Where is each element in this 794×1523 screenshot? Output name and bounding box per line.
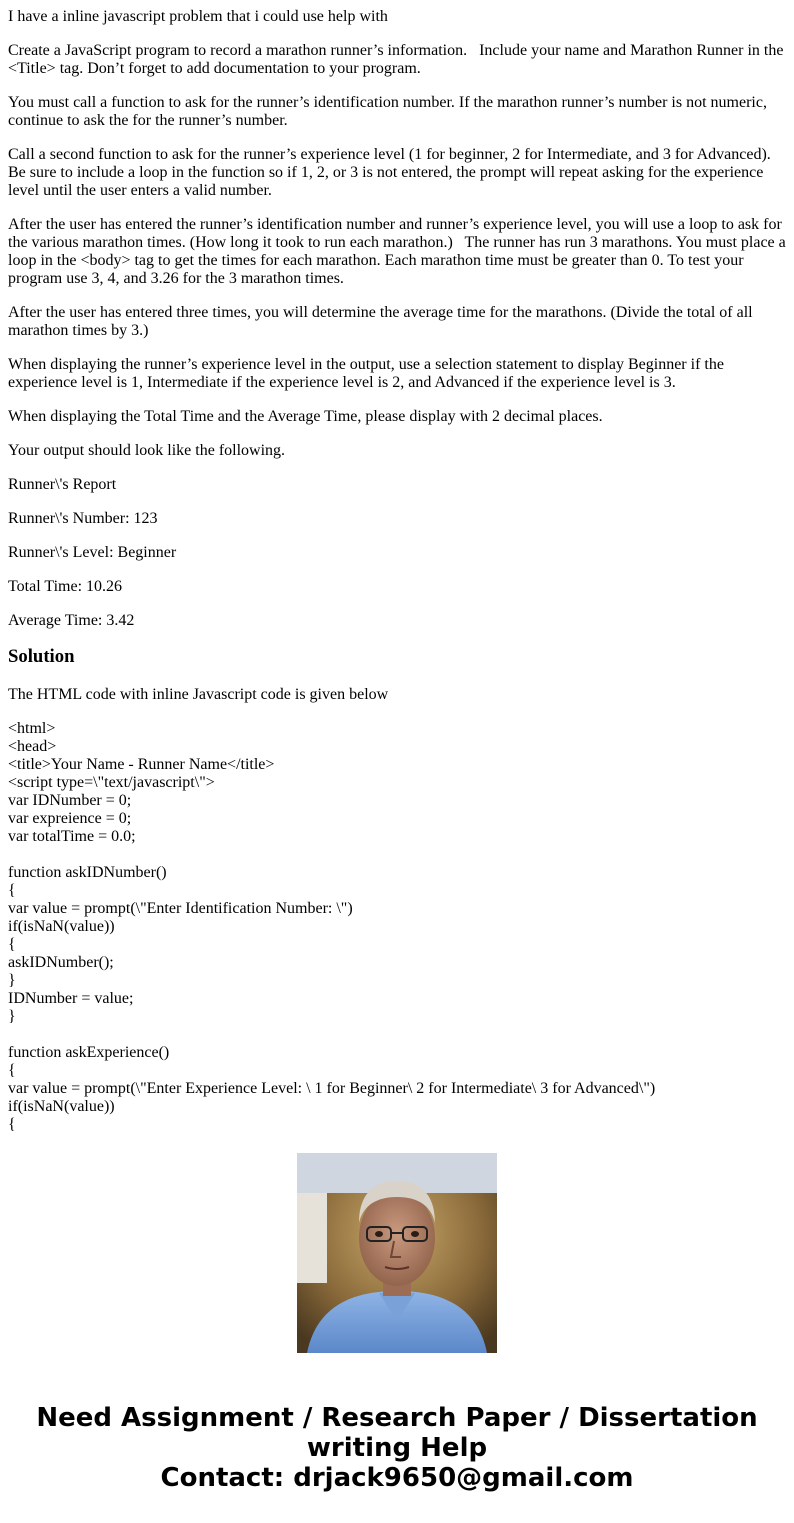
question-text: [8, 8, 788, 630]
code-line: {: [8, 882, 16, 899]
question-paragraph: I have a inline javascript problem that i could use help with: [8, 8, 388, 25]
code-line: <script type=\"text/javascript\">: [8, 774, 215, 791]
contact-banner: [0, 1403, 794, 1493]
code-line: var expreience = 0;: [8, 810, 132, 827]
question-paragraph: You must call a function to ask for the runner’s identification number. If the marathon runner’s number is not numeric, continue to ask the for the runner’s number.: [8, 94, 771, 129]
code-line: if(isNaN(value)): [8, 918, 115, 935]
code-line: }: [8, 1008, 16, 1025]
code-line: <title>Your Name - Runner Name</title>: [8, 756, 275, 773]
document-content: [8, 8, 790, 1133]
question-paragraph: Call a second function to ask for the runner’s experience level (1 for beginner, 2 for Intermediate, and 3 for Advanced). Be sure to include a loop in the function so if 1, 2, or 3 is not entered, the prompt will repeat asking for the experience level until the user enters a valid number.: [8, 146, 775, 199]
question-paragraph: After the user has entered three times, you will determine the average time for the marathons. (Divide the total of all marathon times by 3.): [8, 304, 757, 339]
code-line: <head>: [8, 738, 57, 755]
code-line: [8, 846, 788, 864]
code-line: var totalTime = 0.0;: [8, 828, 136, 845]
banner-line-1: Need Assignment / Research Paper / Dissertation: [36, 1403, 758, 1433]
code-line: [8, 1026, 788, 1044]
code-line: IDNumber = value;: [8, 990, 134, 1007]
code-line: askIDNumber();: [8, 954, 114, 971]
question-paragraph: When displaying the Total Time and the Average Time, please display with 2 decimal places.: [8, 408, 603, 425]
banner-contact-line[interactable]: Contact: drjack9650@gmail.com: [160, 1463, 634, 1493]
code-line: function askIDNumber(): [8, 864, 167, 881]
question-paragraph: Total Time: 10.26: [8, 578, 123, 595]
code-line: var value = prompt(\"Enter Experience Level: \ 1 for Beginner\ 2 for Intermediate\ 3 for Advanced\"): [8, 1080, 656, 1097]
question-paragraph: Average Time: 3.42: [8, 612, 135, 629]
solution-heading: Solution: [8, 646, 75, 667]
solution-intro: The HTML code with inline Javascript code is given below: [8, 686, 389, 703]
code-block: [8, 720, 788, 1134]
code-line: function askExperience(): [8, 1044, 170, 1061]
code-line: {: [8, 1062, 16, 1079]
code-line: var value = prompt(\"Enter Identification Number: \"): [8, 900, 353, 917]
question-paragraph: Your output should look like the following.: [8, 442, 286, 459]
question-paragraph: Runner\'s Report: [8, 476, 117, 493]
code-line: {: [8, 1116, 16, 1133]
question-paragraph: Runner\'s Number: 123: [8, 510, 158, 527]
code-line: var IDNumber = 0;: [8, 792, 132, 809]
code-line: }: [8, 972, 16, 989]
banner-line-2: writing Help: [306, 1433, 488, 1463]
author-photo-icon: [297, 1153, 497, 1353]
code-line: if(isNaN(value)): [8, 1098, 115, 1115]
code-line: <html>: [8, 720, 56, 737]
author-avatar: [297, 1153, 497, 1353]
question-paragraph: Runner\'s Level: Beginner: [8, 544, 177, 561]
question-paragraph: After the user has entered the runner’s identification number and runner’s experience level, you will use a loop to ask for the various marathon times. (How long it took to run each marathon.) The runner has run 3 marathons. You must place a loop in the <body> tag to get the times for each marathon. Each marathon time must be greater than 0. To test your program use 3, 4, and 3.26 for the 3 marathon times.: [8, 216, 790, 287]
question-paragraph: When displaying the runner’s experience level in the output, use a selection statement to display Beginner if the experience level is 1, Intermediate if the experience level is 2, and Advanced if the experience level is 3.: [8, 356, 728, 391]
code-line: {: [8, 936, 16, 953]
question-paragraph: Create a JavaScript program to record a marathon runner’s information. Include your name and Marathon Runner in the <Title> tag. Don’t forget to add documentation to your program.: [8, 42, 788, 77]
